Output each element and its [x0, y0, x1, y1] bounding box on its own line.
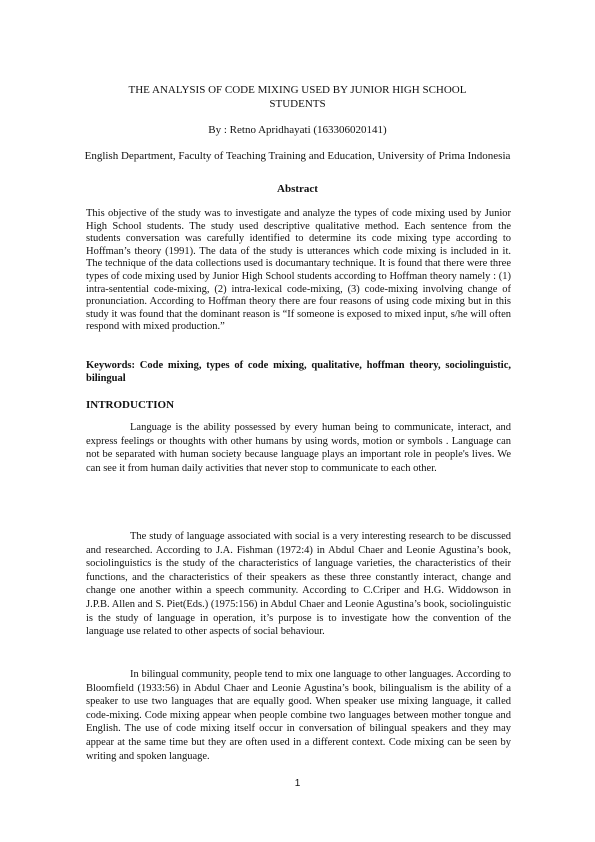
page-number: 1	[294, 778, 301, 789]
abstract-body: This objective of the study was to investigate and analyze the types of code mixing used by Junior High School students. The study used descriptive qualitative method. Each sentence from the students conversation was carefully identified to determine its code mixing type according to Hoffman’s theory (1991). The data of the study is utterances which code mixing is included in it. The technique of the data collections used is documantary technique. It is found that there were three types of code mixing used by Junior High School students according to Hoffman theory namely : (1) intra-sentential code-mixing, (2) intra-lexical code-mixing, (3) code-mixing involving change of pronunciation. According to Hoffman theory there are four reasons of using code mixing but in this study it was found that the dominant reason is “If someone is exposed to mixed input, s/he will often respond with mixed production.”	[86, 208, 511, 333]
introduction-heading: INTRODUCTION	[86, 399, 175, 411]
author-line: By : Retno Apridhayati (163306020141)	[208, 124, 387, 136]
paragraph: In bilingual community, people tend to mix one language to other languages. According to Bloomfield (1933:56) in Abdul Chaer and Leonie Agustina’s book, bilingualism is the ability of a speaker to use two languages that are equally good. When speaker use mixing language, it called code-mixing. Code mixing appear when people combine two languages between mother tongue and English. The use of code mixing itself occur in conversation of bilingual speakers and they may appear at the same time but they are often used in a different context. Code mixing can be seen by writing and spoken language.	[86, 669, 511, 762]
paragraph: The study of language associated with social is a very interesting research to be discussed and researched. According to J.A. Fishman (1972:4) in Abdul Chaer and Leonie Agustina’s book, sociolinguistics is the study of the characteristics of language varieties, the characteristics of their functions, and the characteristics of their speakers as these three constantly interact, change and change one another within a speech community. According to C.Criper and H.G. Widdowson in J.P.B. Allen and S. Piet(Eds.) (1975:156) in Abdul Chaer and Leonie Agustina’s book, sociolinguistic is the study of language in operation, it’s purpose is to investigate how the convention of the language use related to other aspects of social behaviour.	[86, 531, 511, 638]
paper-title: THE ANALYSIS OF CODE MIXING USED BY JUNIOR HIGH SCHOOL STUDENTS	[128, 84, 467, 110]
abstract-heading: Abstract	[277, 183, 318, 195]
affiliation: English Department, Faculty of Teaching Training and Education, University of Prima Indonesia	[84, 150, 511, 162]
keywords: Keywords: Code mixing, types of code mixing, qualitative, hoffman theory, sociolinguistic, bilingual	[86, 360, 511, 384]
paragraph: Language is the ability possessed by every human being to communicate, interact, and express feelings or thoughts with other humans by using words, motion or symbols . Language can not be separated with human society because language plays an important role in people's lives. We can see it from human daily activities that never stop to communicate to each other.	[86, 422, 511, 474]
